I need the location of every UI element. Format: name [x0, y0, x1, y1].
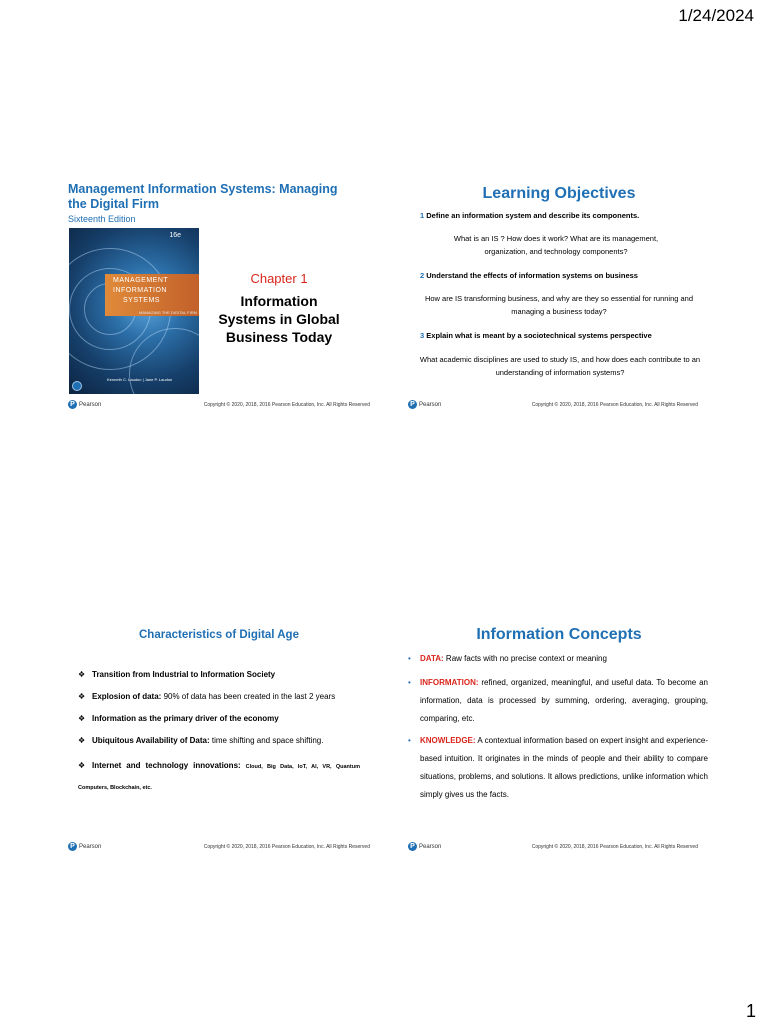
list-item: ❖ Explosion of data: 90% of data has been created in the last 2 years — [78, 692, 336, 701]
pearson-logo: P Pearson — [408, 842, 441, 851]
concept-information: • INFORMATION: refined, organized, meaningful, and useful data. To become an information, data is processed by summing, ordering, averaging, grouping, comparing, etc. — [408, 678, 708, 723]
objective-1: 1 Define an information system and describe its components. — [420, 211, 640, 220]
concept-knowledge: • KNOWLEDGE: A contextual information based on expert insight and experience-based intuition. It originates in the minds of people and their ability to compare situations, problems, and solutions. It allows predictions, unlike information which simply gives us the facts. — [408, 736, 708, 799]
slide-heading: Information Concepts — [476, 626, 642, 643]
pearson-logo: P Pearson — [408, 400, 441, 409]
diamond-bullet-icon: ❖ — [78, 714, 86, 723]
concept-data: • DATA: Raw facts with no precise context or meaning — [408, 654, 607, 663]
book-cover-image: 16e MANAGEMENT INFORMATION SYSTEMS MANAGING THE DIGITAL FIRM Kenneth C. Laudon | Jane P. Laudon — [69, 228, 199, 394]
slide-footer — [68, 398, 370, 414]
chapter-label: Chapter 1 — [250, 271, 308, 286]
page-date: 1/24/2024 — [678, 6, 754, 25]
copyright: Copyright © 2020, 2018, 2016 Pearson Education, Inc. All Rights Reserved — [531, 844, 698, 850]
slide-digital-age — [68, 624, 370, 856]
list-item: ❖ Internet and technology innovations: Cloud, Big Data, IoT, AI, VR, Quantum Computers, Blockchain, etc. — [78, 756, 360, 798]
pearson-logo: P Pearson — [68, 842, 101, 851]
diamond-bullet-icon: ❖ — [78, 761, 86, 770]
slide-information-concepts — [408, 624, 710, 856]
book-edition: Sixteenth Edition — [68, 214, 136, 224]
chapter-title: Information Systems in Global Business Today — [218, 293, 340, 345]
book-title: Management Information Systems: Managing the Digital Firm — [68, 182, 338, 211]
diamond-bullet-icon: ❖ — [78, 692, 86, 701]
objective-3-detail: What academic disciplines are used to study IS, and how does each contribute to an understanding of information systems? — [419, 355, 701, 377]
list-item: ❖ Information as the primary driver of the economy — [78, 714, 279, 723]
slide-footer — [408, 840, 710, 856]
slide-heading: Learning Objectives — [482, 185, 636, 202]
objective-2-detail: How are IS transforming business, and why are they so essential for running and managing a business today? — [424, 294, 694, 316]
copyright: Copyright © 2020, 2018, 2016 Pearson Education, Inc. All Rights Reserved — [203, 402, 370, 408]
list-item: ❖ Transition from Industrial to Information Society — [78, 670, 276, 679]
copyright: Copyright © 2020, 2018, 2016 Pearson Education, Inc. All Rights Reserved — [531, 402, 698, 408]
diamond-bullet-icon: ❖ — [78, 736, 86, 745]
slide-title — [68, 182, 370, 414]
diamond-bullet-icon: ❖ — [78, 670, 86, 679]
slide-footer — [68, 840, 370, 856]
slide-footer — [408, 398, 710, 414]
slide-learning-objectives — [408, 182, 710, 414]
objective-2: 2 Understand the effects of information systems on business — [420, 271, 638, 280]
objective-1-detail: What is an IS ? How does it work? What are its management, organization, and technology components? — [453, 234, 659, 256]
objective-3: 3 Explain what is meant by a sociotechnical systems perspective — [420, 331, 652, 340]
pearson-logo: P Pearson — [68, 400, 101, 409]
slide-heading: Characteristics of Digital Age — [139, 629, 299, 641]
copyright: Copyright © 2020, 2018, 2016 Pearson Education, Inc. All Rights Reserved — [203, 844, 370, 850]
page-number: 1 — [745, 1001, 756, 1021]
list-item: ❖ Ubiquitous Availability of Data: time shifting and space shifting. — [78, 736, 324, 745]
